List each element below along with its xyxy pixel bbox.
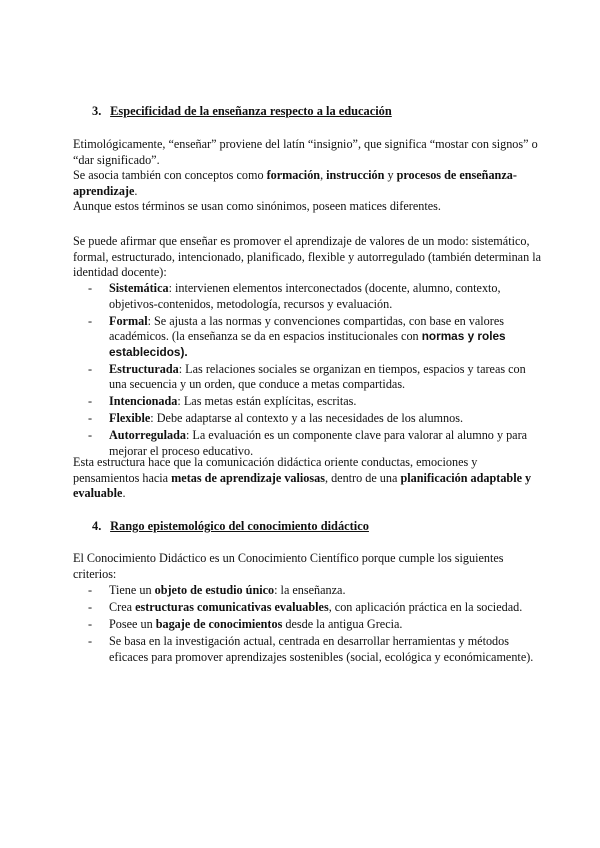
concept-procesos: procesos de enseñanza-aprendizaje bbox=[73, 168, 517, 198]
section-3-heading bbox=[92, 104, 392, 119]
section-3-title: Especificidad de la enseñanza respecto a la educación bbox=[110, 104, 392, 118]
list-item: - Estructurada: Las relaciones sociales se organizan en tiempos, espacios y tareas con una secuencia y un orden, que conduce a metas compartidas. bbox=[88, 361, 526, 391]
synonyms-paragraph: Aunque estos términos se usan como sinónimos, poseen matices diferentes. bbox=[73, 199, 441, 213]
concept-formacion: formación bbox=[266, 168, 321, 182]
section-3-intro bbox=[73, 137, 543, 215]
list-item: - Formal: Se ajusta a las normas y convenciones compartidas, con base en valores académicos. (la enseñanza se da en espacios institucionales con normas y roles establecidos). bbox=[88, 313, 506, 359]
teaching-characteristics-list bbox=[88, 281, 536, 461]
concept-instruccion: instrucción bbox=[326, 168, 385, 182]
section-3-number: 3. bbox=[92, 104, 102, 118]
list-item: - Autorregulada: La evaluación es un componente clave para valorar al alumno y para mejorar el proceso educativo. bbox=[88, 428, 528, 458]
planning-emphasis: planificación adaptable y evaluable bbox=[73, 470, 532, 500]
list-item: - Tiene un objeto de estudio único: la enseñanza. bbox=[88, 583, 346, 597]
list-item: - Crea estructuras comunicativas evaluables, con aplicación práctica en la sociedad. bbox=[88, 600, 523, 614]
structure-conclusion-paragraph: Esta estructura hace que la comunicación didáctica oriente conductas, emociones y pensamientos hacia metas de aprendizaje valiosas, dentro de una planificación adaptable y evaluable. bbox=[73, 455, 532, 500]
teaching-definition-paragraph: Se puede afirmar que enseñar es promover el aprendizaje de valores de un modo: sistemático, formal, estructurado, intencionado, planificado, flexible y autorregulado (también determinan la identidad docente): bbox=[73, 234, 542, 279]
list-item: - Sistemática: intervienen elementos interconectados (docente, alumno, contexto, objetivos-contenidos, metodología, recursos y evaluación. bbox=[88, 281, 501, 311]
goals-emphasis: metas de aprendizaje valiosas bbox=[171, 470, 325, 485]
list-item: - Flexible: Debe adaptarse al contexto y a las necesidades de los alumnos. bbox=[88, 411, 464, 425]
list-item: - Posee un bagaje de conocimientos desde la antigua Grecia. bbox=[88, 617, 403, 631]
section-4-intro: El Conocimiento Didáctico es un Conocimiento Científico porque cumple los siguientes criterios: bbox=[73, 551, 504, 581]
list-item: - Se basa en la investigación actual, centrada en desarrollar herramientas y métodos eficaces para promover aprendizajes sostenibles (social, ecológica y económicamente). bbox=[88, 634, 534, 664]
section-4-number: 4. bbox=[92, 519, 102, 533]
scientific-criteria-list bbox=[88, 583, 536, 667]
etymology-paragraph: Etimológicamente, “enseñar” proviene del latín “insignio”, que significa “mostar con signos” o “dar significado”. bbox=[73, 137, 538, 167]
section-4-heading bbox=[92, 519, 369, 534]
concepts-paragraph: Se asocia también con conceptos como formación, instrucción y procesos de enseñanza-aprendizaje. bbox=[73, 168, 517, 198]
list-item: - Intencionada: Las metas están explícitas, escritas. bbox=[88, 394, 357, 408]
section-4-title: Rango epistemológico del conocimiento didáctico bbox=[110, 519, 369, 533]
